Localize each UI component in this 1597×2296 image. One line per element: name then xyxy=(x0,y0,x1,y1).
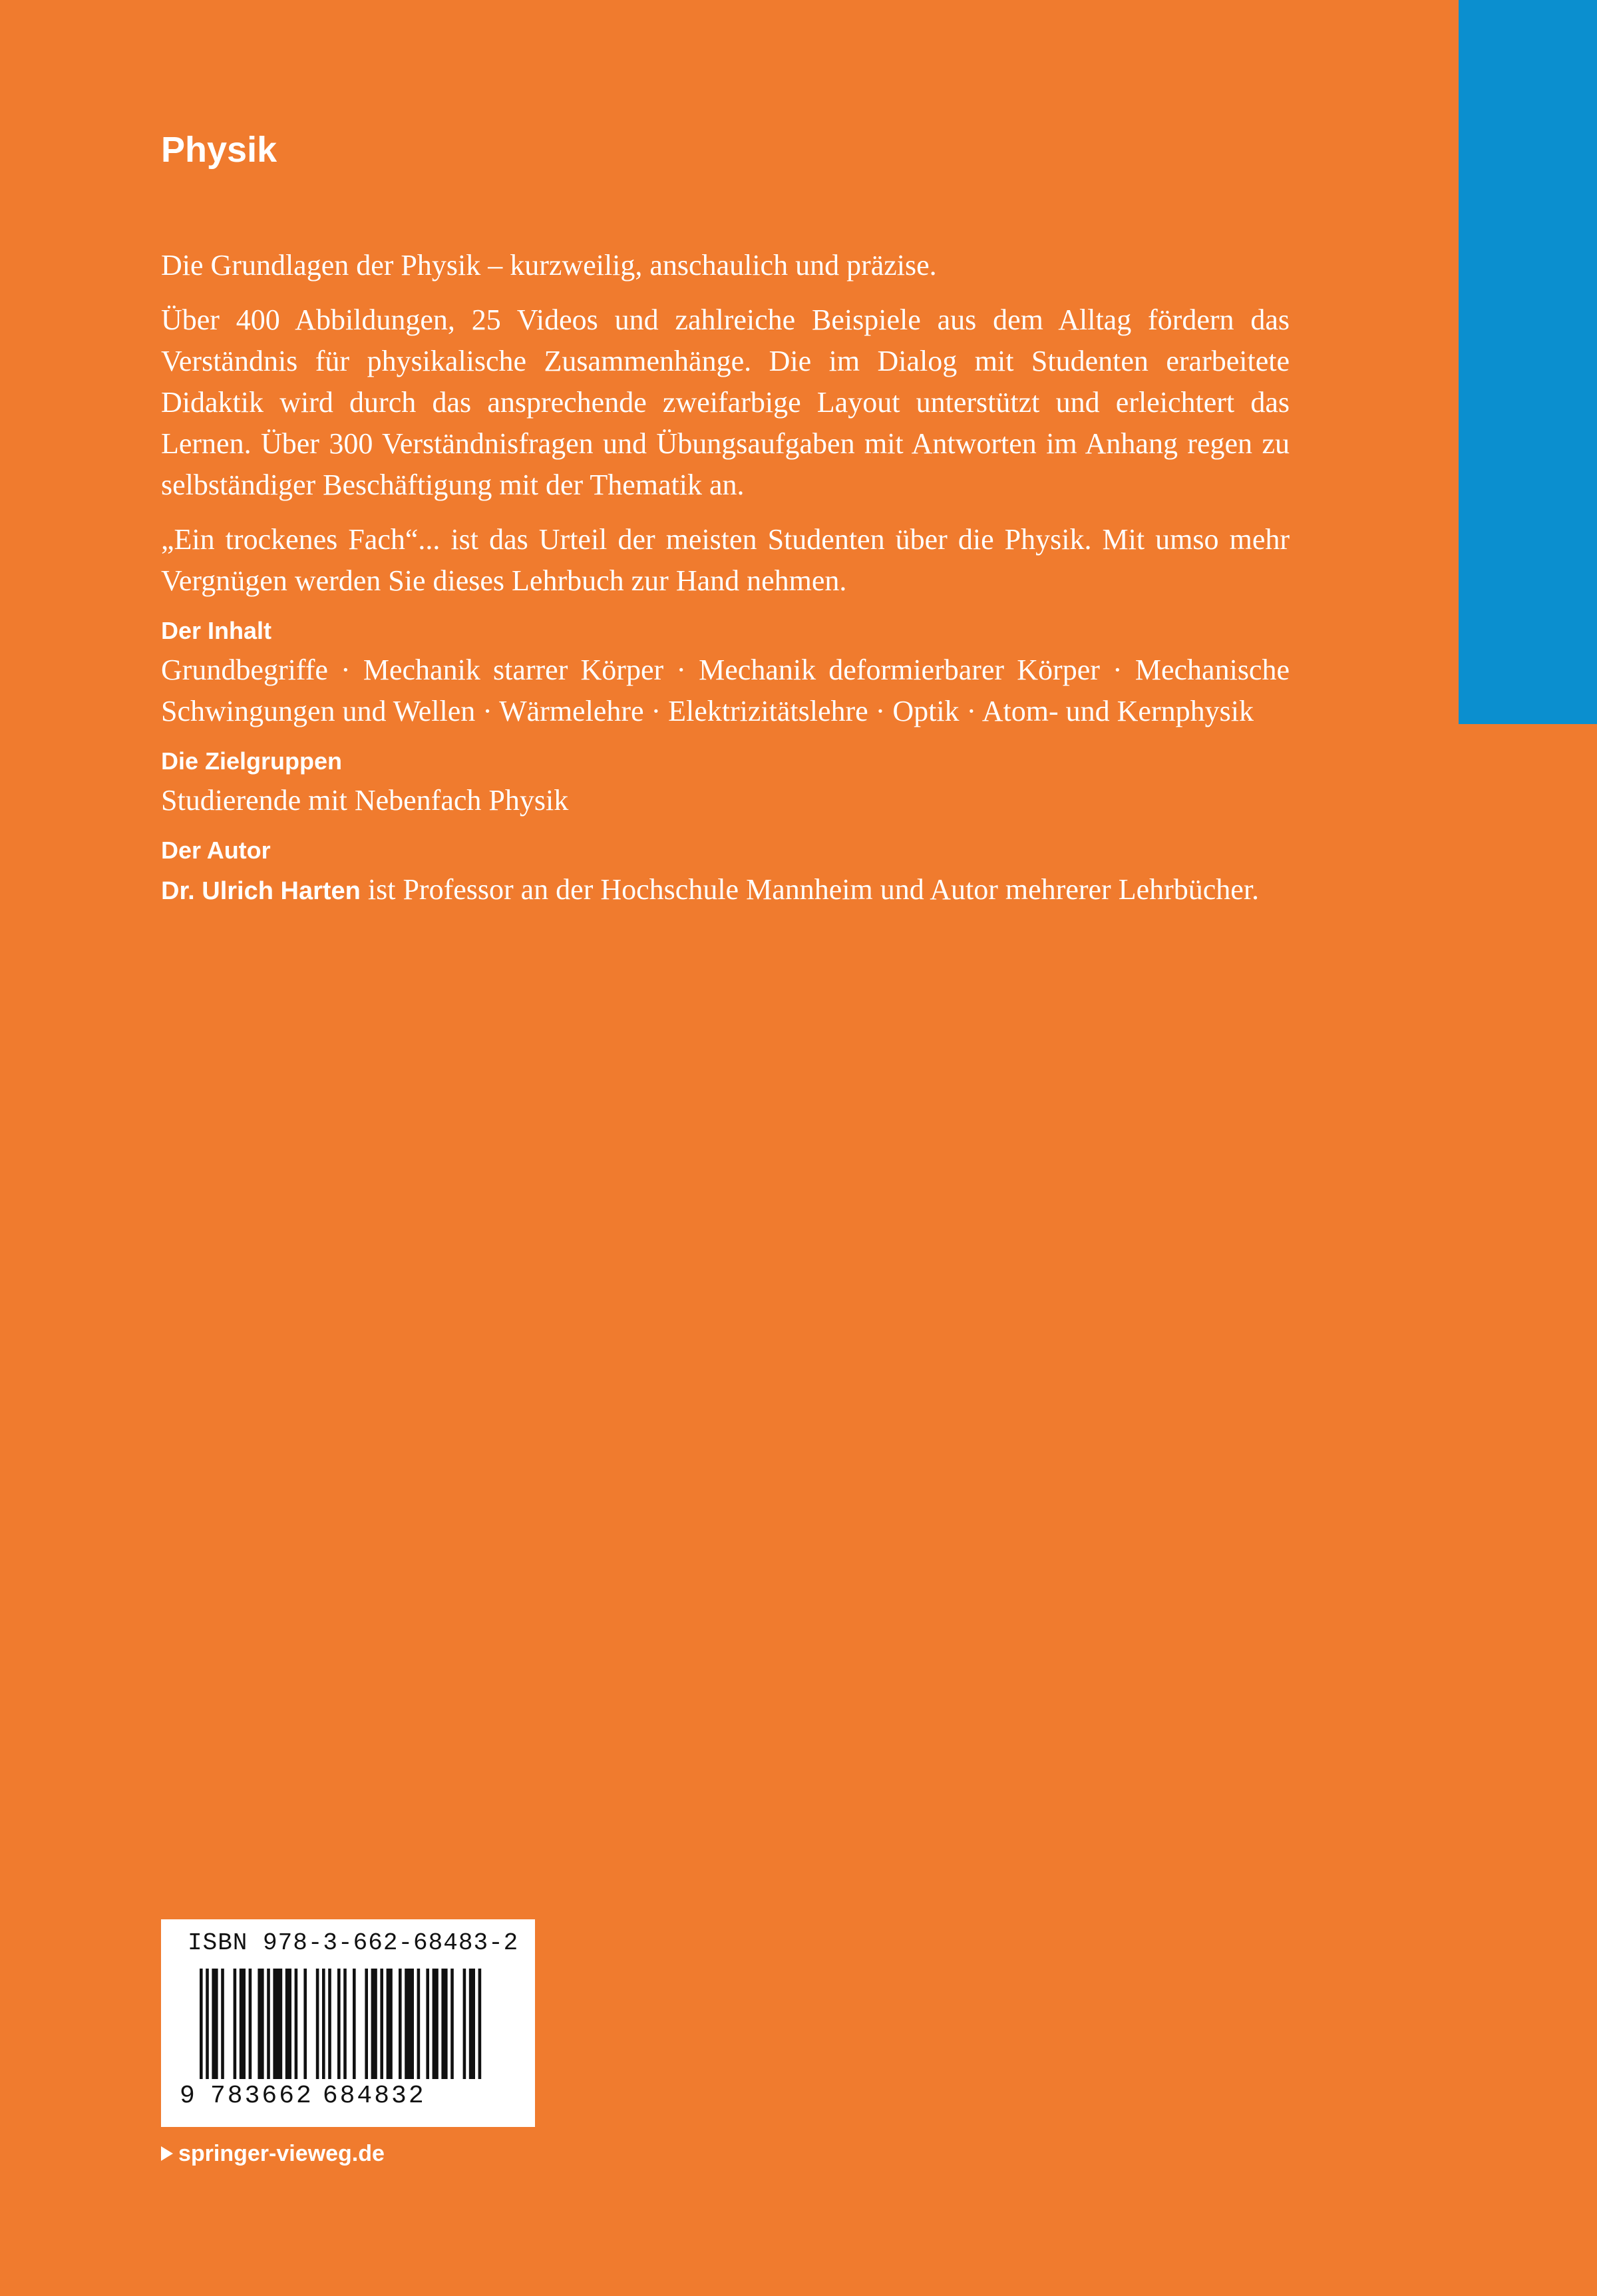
barcode-image xyxy=(200,1969,519,2079)
quote-paragraph: „Ein trockenes Fach“... ist das Urteil der meisten Studenten über die Physik. Mit umso mehr Vergnügen werden Sie dieses Lehrbuch zur Hand nehmen. xyxy=(161,523,1290,597)
audience-text: Studierende mit Nebenfach Physik xyxy=(161,784,569,817)
publisher-link[interactable] xyxy=(161,2139,385,2168)
description-paragraph: Über 400 Abbildungen, 25 Videos und zahlreiche Beispiele aus dem Alltag fördern das Verständnis für physikalische Zusammenhänge. Die im Dialog mit Studenten erarbeitete Didaktik wird durch das ansprechende zweifarbige Layout unterstützt und erleichtert das Lernen. Über 300 Verständnisfragen und Übungsaufgaben mit Antworten im Anhang regen zu selbständiger Beschäftigung mit der Thematik an. xyxy=(161,303,1290,501)
barcode-digits xyxy=(180,2080,426,2112)
contents-heading: Der Inhalt xyxy=(161,617,272,644)
author-name: Dr. Ulrich Harten xyxy=(161,877,361,905)
contents-text: Grundbegriffe · Mechanik starrer Körper · Mechanik deformierbarer Körper · Mechanische Schwingungen und Wellen · Wärmelehre · Elektrizitätslehre · Optik · Atom- und Kernphysik xyxy=(161,654,1290,727)
author-text xyxy=(161,869,1290,912)
isbn-label: ISBN 978-3-662-68483-2 xyxy=(188,1929,519,1957)
barcode-digit-first: 9 xyxy=(180,2082,195,2110)
tagline: Die Grundlagen der Physik – kurzweilig, anschaulich und präzise. xyxy=(161,249,937,282)
author-heading: Der Autor xyxy=(161,837,271,864)
isbn-barcode-box xyxy=(161,1919,535,2127)
book-title: Physik xyxy=(161,130,277,170)
publisher-link-text: springer-vieweg.de xyxy=(178,2141,385,2166)
blue-accent-tab xyxy=(1459,0,1597,724)
arrow-right-icon xyxy=(161,2146,173,2161)
back-cover-content xyxy=(161,245,1290,925)
audience-heading: Die Zielgruppen xyxy=(161,747,343,775)
barcode-digits-right: 684832 xyxy=(322,2082,426,2110)
author-bio: ist Professor an der Hochschule Mannheim und Autor mehrerer Lehrbücher. xyxy=(367,873,1260,906)
barcode-digits-left: 783662 xyxy=(210,2082,313,2110)
